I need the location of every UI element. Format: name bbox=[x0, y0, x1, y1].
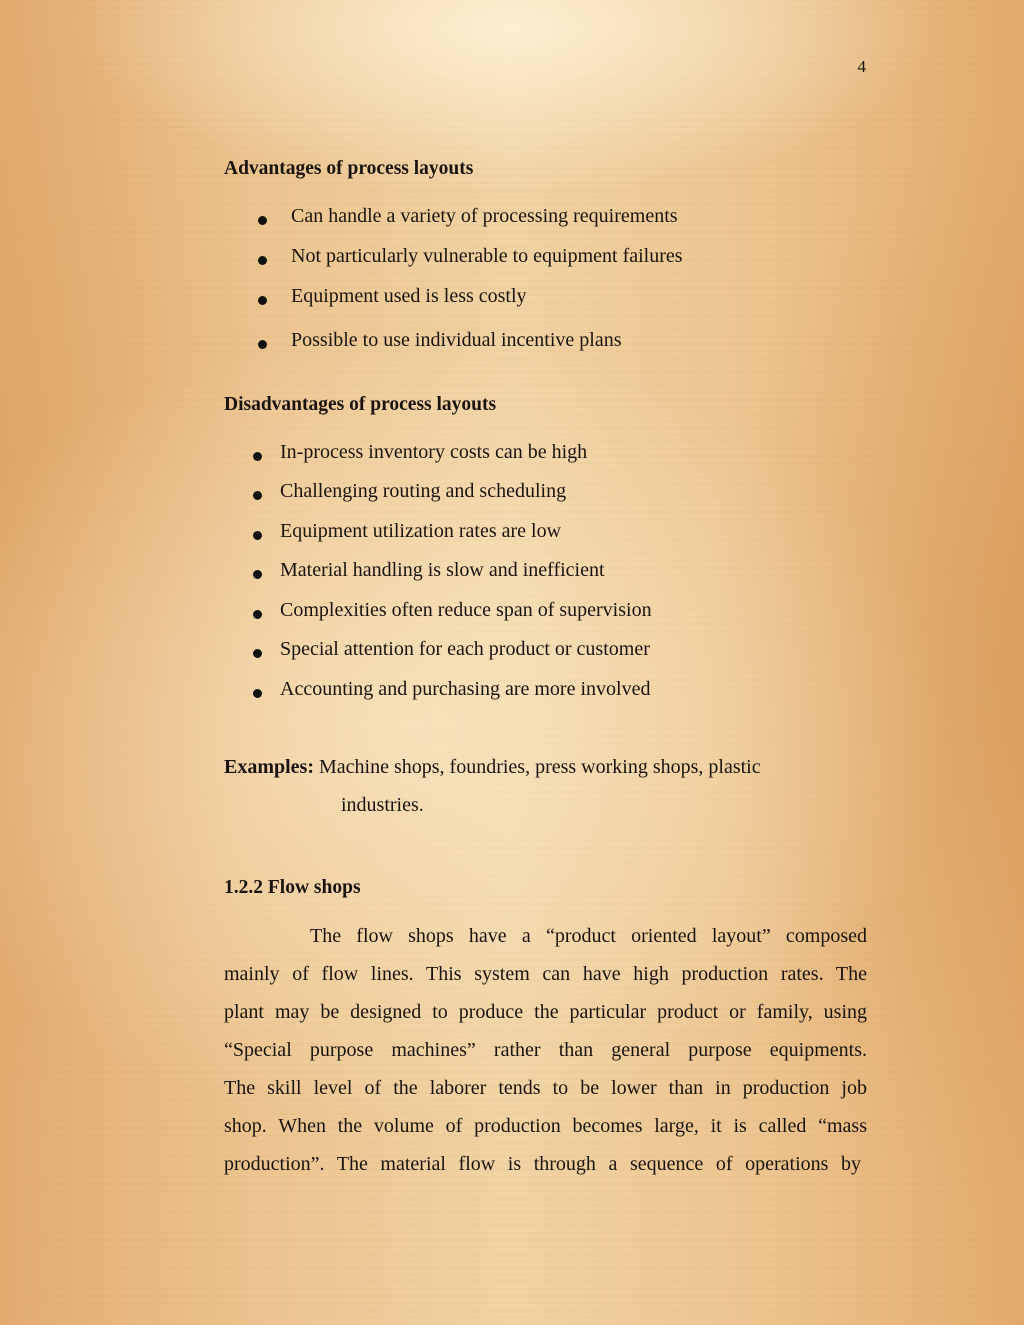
list-item-text: Equipment used is less costly bbox=[291, 285, 527, 307]
list-item-text: Material handling is slow and inefficient bbox=[280, 559, 605, 581]
bullet-icon bbox=[253, 452, 262, 461]
examples-continuation: industries. bbox=[341, 794, 424, 816]
paragraph-line: production”. The material flow is through a sequence of operations by bbox=[224, 1153, 861, 1175]
bullet-icon bbox=[253, 689, 262, 698]
bullet-icon bbox=[258, 256, 267, 265]
bullet-icon bbox=[258, 216, 267, 225]
flow-shops-heading: 1.2.2 Flow shops bbox=[224, 877, 361, 898]
bullet-icon bbox=[253, 649, 262, 658]
list-item-text: Equipment utilization rates are low bbox=[280, 520, 562, 542]
examples-line bbox=[224, 756, 761, 779]
bullet-icon bbox=[253, 531, 262, 540]
paragraph-line: plant may be designed to produce the particular product or family, using bbox=[224, 1001, 867, 1023]
paragraph-line: The skill level of the laborer tends to be lower than in production job bbox=[224, 1077, 867, 1099]
bullet-icon bbox=[253, 491, 262, 500]
list-item-text: Special attention for each product or customer bbox=[280, 638, 650, 660]
list-item-text: Accounting and purchasing are more involved bbox=[280, 678, 651, 700]
bullet-icon bbox=[253, 570, 262, 579]
page-number: 4 bbox=[857, 57, 866, 76]
list-item-text: Not particularly vulnerable to equipment failures bbox=[291, 245, 683, 267]
list-item-text: Complexities often reduce span of supervision bbox=[280, 599, 652, 621]
bullet-icon bbox=[258, 340, 267, 349]
advantages-heading: Advantages of process layouts bbox=[224, 158, 474, 179]
list-item-text: Possible to use individual incentive plans bbox=[291, 329, 622, 351]
paragraph-line: “Special purpose machines” rather than general purpose equipments. bbox=[224, 1039, 867, 1061]
disadvantages-heading: Disadvantages of process layouts bbox=[224, 394, 497, 415]
paragraph-line: The flow shops have a “product oriented layout” composed bbox=[310, 925, 867, 947]
list-item-text: In-process inventory costs can be high bbox=[280, 441, 588, 463]
bullet-icon bbox=[253, 610, 262, 619]
list-item-text: Can handle a variety of processing requirements bbox=[291, 205, 678, 227]
paragraph-line: shop. When the volume of production becomes large, it is called “mass bbox=[224, 1115, 867, 1137]
list-item-text: Challenging routing and scheduling bbox=[280, 480, 567, 502]
examples-text: Machine shops, foundries, press working shops, plastic bbox=[319, 756, 761, 778]
paragraph-line: mainly of flow lines. This system can have high production rates. The bbox=[224, 963, 867, 985]
examples-label: Examples: bbox=[224, 756, 314, 778]
bullet-icon bbox=[258, 296, 267, 305]
